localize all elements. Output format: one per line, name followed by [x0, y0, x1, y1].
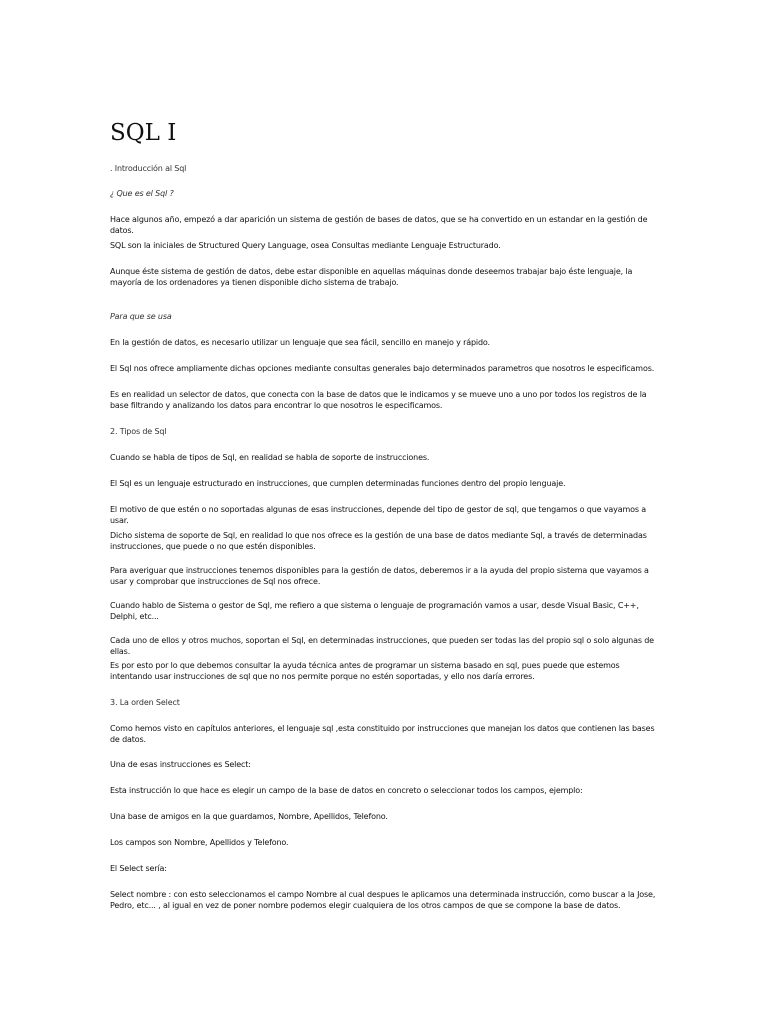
paragraph: Cuando se habla de tipos de Sql, en realidad se habla de soporte de instrucciones.: [110, 453, 430, 462]
paragraph: El Sql nos ofrece ampliamente dichas opciones mediante consultas generales bajo determinados parametros que nosotros le especificamos.: [110, 364, 655, 373]
paragraph: Los campos son Nombre, Apellidos y Telefono.: [110, 838, 289, 847]
paragraph: Esta instrucción lo que hace es elegir un campo de la base de datos en concreto o seleccionar todos los campos, ejemplo:: [110, 786, 583, 795]
paragraph: Dicho sistema de soporte de Sql, en realidad lo que nos ofrece es la gestión de una base de datos mediante Sql, a través de determinadas instrucciones, que puede o no que estén disponibles.: [110, 531, 647, 551]
paragraph: El Select sería:: [110, 864, 167, 873]
paragraph: En la gestión de datos, es necesario utilizar un lenguaje que sea fácil, sencillo en manejo y rápido.: [110, 338, 490, 347]
paragraph: Es en realidad un selector de datos, que conecta con la base de datos que le indicamos y se mueve uno a uno por todos los registros de la base filtrando y analizando los datos para encontrar lo que nosotros le especificamos.: [110, 390, 647, 410]
section-heading-select: 3. La orden Select: [110, 698, 180, 707]
paragraph: El motivo de que estén o no soportadas algunas de esas instrucciones, depende del tipo de gestor de sql, que tengamos o que vayamos a usar.: [110, 505, 646, 525]
paragraph: Es por esto por lo que debemos consultar la ayuda técnica antes de programar un sistema basado en sql, pues puede que estemos intentando usar instrucciones de sql que no nos permite porque no estén soportadas, y ello nos daría errores.: [110, 661, 620, 681]
paragraph: Como hemos visto en capítulos anteriores, el lenguaje sql ,esta constituido por instrucciones que manejan los datos que contienen las bases de datos.: [110, 724, 655, 744]
document-title: SQL I: [110, 120, 177, 146]
paragraph: Una base de amigos en la que guardamos, Nombre, Apellidos, Telefono.: [110, 812, 388, 821]
paragraph: Una de esas instrucciones es Select:: [110, 760, 251, 769]
paragraph: Select nombre : con esto seleccionamos el campo Nombre al cual despues le aplicamos una determinada instrucción, como buscar a la Jose, Pedro, etc... , al igual en vez de poner nombre podemos elegir cualquiera de los otros campos de que se compone la base de datos.: [110, 890, 656, 910]
paragraph: Para averiguar que instrucciones tenemos disponibles para la gestión de datos, deberemos ir a la ayuda del propio sistema que vayamos a usar y comprobar que instrucciones de Sql nos ofrece.: [110, 566, 649, 586]
subheading-para-que: Para que se usa: [110, 312, 172, 321]
paragraph: Hace algunos año, empezó a dar aparición un sistema de gestión de bases de datos, que se ha convertido en un estandar en la gestión de datos.: [110, 215, 648, 235]
paragraph: SQL son la iniciales de Structured Query Language, osea Consultas mediante Lenguaje Estructurado.: [110, 241, 501, 250]
subheading-que-es: ¿ Que es el Sql ?: [110, 189, 174, 198]
section-heading-tipos: 2. Tipos de Sql: [110, 427, 167, 436]
paragraph: Cada uno de ellos y otros muchos, soportan el Sql, en determinadas instrucciones, que pueden ser todas las del propio sql o solo algunas de ellas.: [110, 636, 654, 656]
paragraph: Aunque éste sistema de gestión de datos, debe estar disponible en aquellas máquinas donde deseemos trabajar bajo éste lenguaje, la mayoría de los ordenadores ya tienen disponible dicho sistema de trabajo.: [110, 267, 633, 287]
paragraph: El Sql es un lenguaje estructurado en instrucciones, que cumplen determinadas funciones dentro del propio lenguaje.: [110, 479, 566, 488]
paragraph: Cuando hablo de Sistema o gestor de Sql, me refiero a que sistema o lenguaje de programación vamos a usar, desde Visual Basic, C++, Delphi, etc...: [110, 601, 639, 621]
section-heading-intro: . Introducción al Sql: [110, 164, 187, 173]
